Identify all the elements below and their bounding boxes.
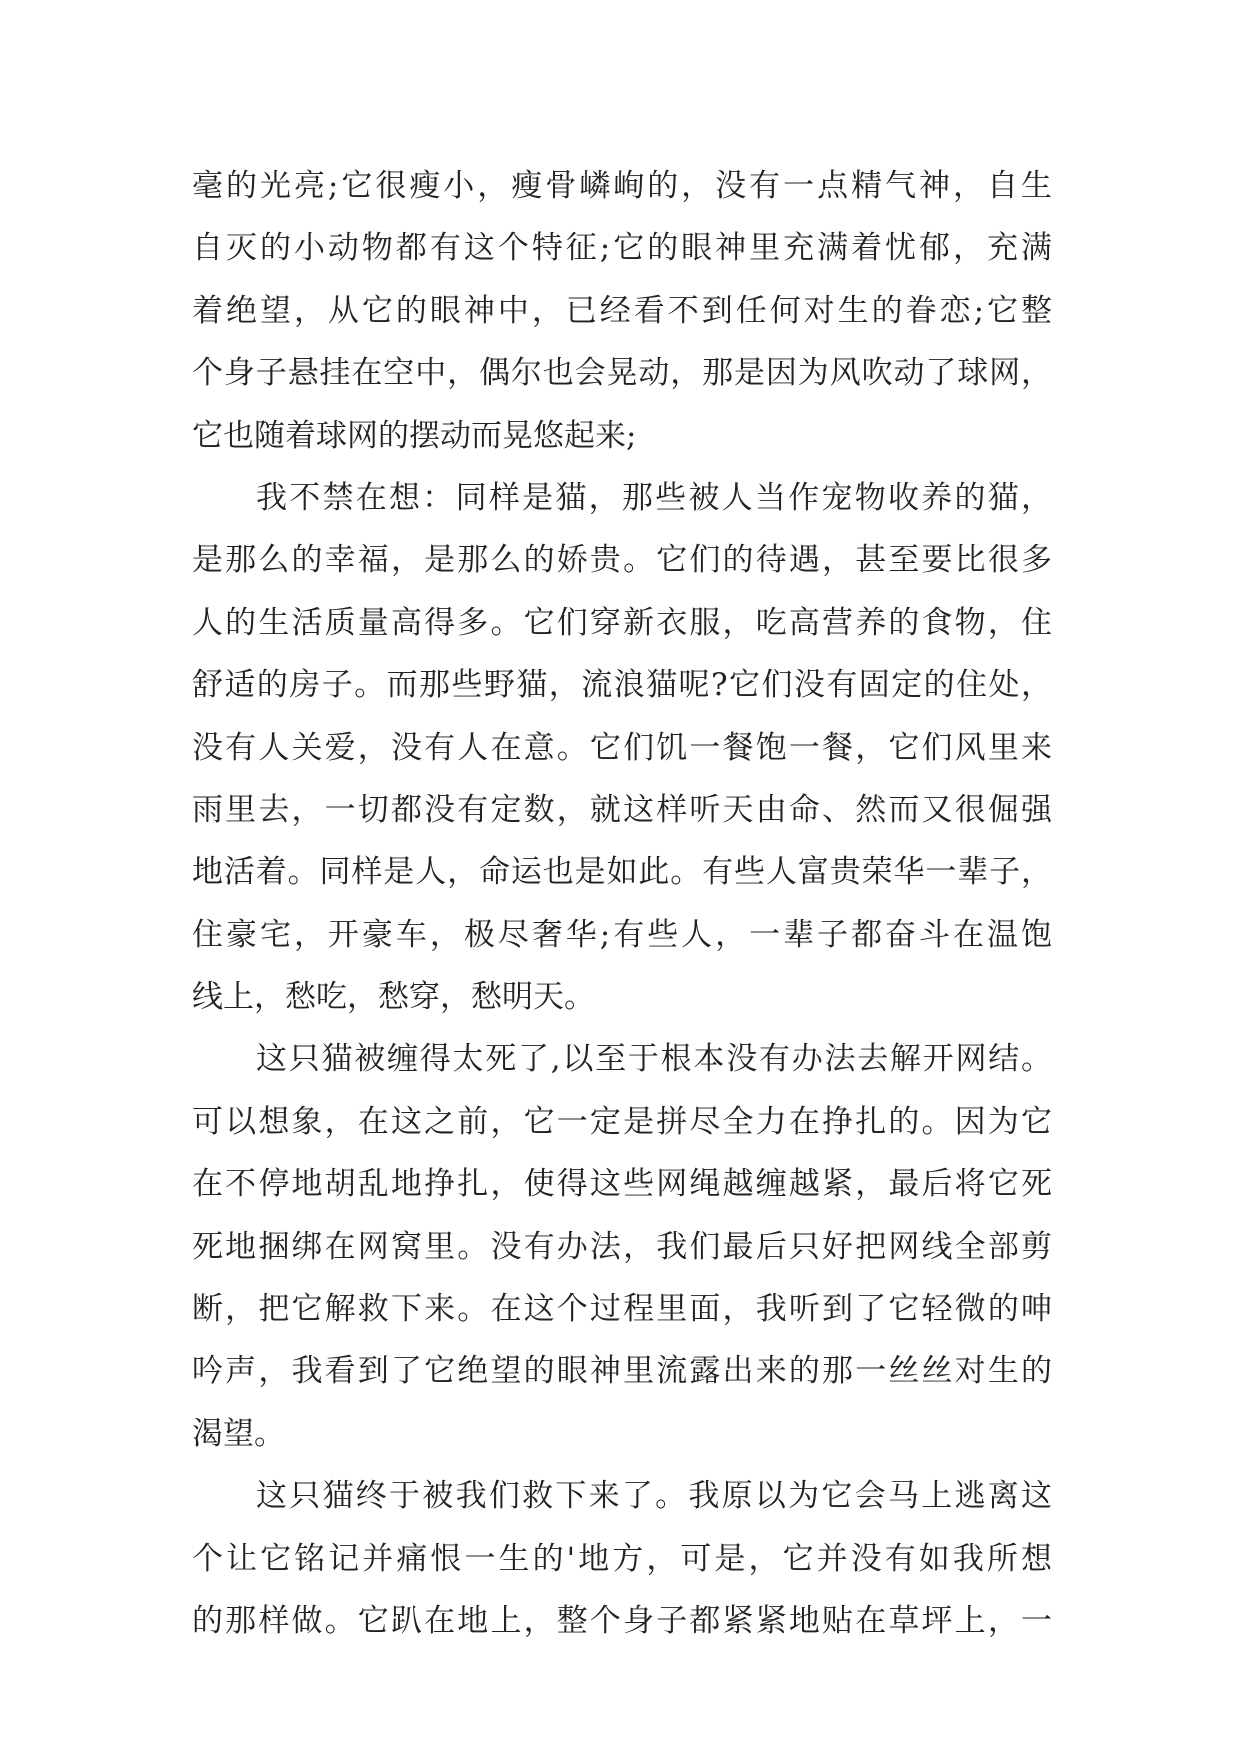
text-line: 人的生活质量高得多。它们穿新衣服，吃高营养的食物，住 (192, 604, 1052, 641)
text-line: 毫的光亮;它很瘦小，瘦骨嶙峋的，没有一点精气神，自生 (192, 168, 1052, 204)
paragraph-3 (192, 1028, 1052, 1465)
text-line: 它也随着球网的摆动而晃悠起来; (192, 417, 637, 454)
text-line: 舒适的房子。而那些野猫，流浪猫呢?它们没有固定的住处， (192, 667, 1052, 704)
text-line: 在不停地胡乱地挣扎，使得这些网绳越缠越紧，最后将它死 (192, 1166, 1052, 1203)
text-line: 可以想象，在这之前，它一定是拼尽全力在挣扎的。因为它 (192, 1103, 1052, 1140)
text-line: 着绝望，从它的眼神中，已经看不到任何对生的眷恋;它整 (192, 292, 1052, 329)
document-body (192, 155, 1052, 1652)
text-line: 断，把它解救下来。在这个过程里面，我听到了它轻微的呻 (192, 1291, 1052, 1328)
text-line: 自灭的小动物都有这个特征;它的眼神里充满着忧郁，充满 (192, 230, 1052, 267)
text-line: 死地捆绑在网窝里。没有办法，我们最后只好把网线全部剪 (192, 1228, 1052, 1265)
text-line: 个身子悬挂在空中，偶尔也会晃动，那是因为风吹动了球网， (192, 355, 1052, 392)
text-line: 这只猫终于被我们救下来了。我原以为它会马上逃离这 (256, 1478, 1052, 1515)
paragraph-4 (192, 1465, 1052, 1652)
text-line: 没有人关爱，没有人在意。它们饥一餐饱一餐，它们风里来 (192, 729, 1052, 766)
text-line: 这只猫被缠得太死了,以至于根本没有办法去解开网结。 (256, 1041, 1052, 1078)
text-line: 的那样做。它趴在地上，整个身子都紧紧地贴在草坪上，一 (192, 1602, 1052, 1639)
text-line: 雨里去，一切都没有定数，就这样听天由命、然而又很倔强 (192, 791, 1052, 828)
text-line: 是那么的幸福，是那么的娇贵。它们的待遇，甚至要比很多 (192, 542, 1052, 579)
text-line: 线上，愁吃，愁穿，愁明天。 (192, 979, 595, 1016)
text-line: 地活着。同样是人，命运也是如此。有些人富贵荣华一辈子， (192, 854, 1052, 891)
paragraph-1 (192, 155, 1052, 467)
text-line: 我不禁在想：同样是猫，那些被人当作宠物收养的猫， (256, 479, 1052, 516)
text-line: 吟声，我看到了它绝望的眼神里流露出来的那一丝丝对生的 (192, 1353, 1052, 1390)
text-line: 住豪宅，开豪车，极尽奢华;有些人，一辈子都奋斗在温饱 (192, 916, 1052, 953)
text-line: 渴望。 (192, 1415, 285, 1452)
paragraph-2 (192, 467, 1052, 1029)
text-line: 个让它铭记并痛恨一生的'地方，可是，它并没有如我所想 (192, 1540, 1052, 1577)
